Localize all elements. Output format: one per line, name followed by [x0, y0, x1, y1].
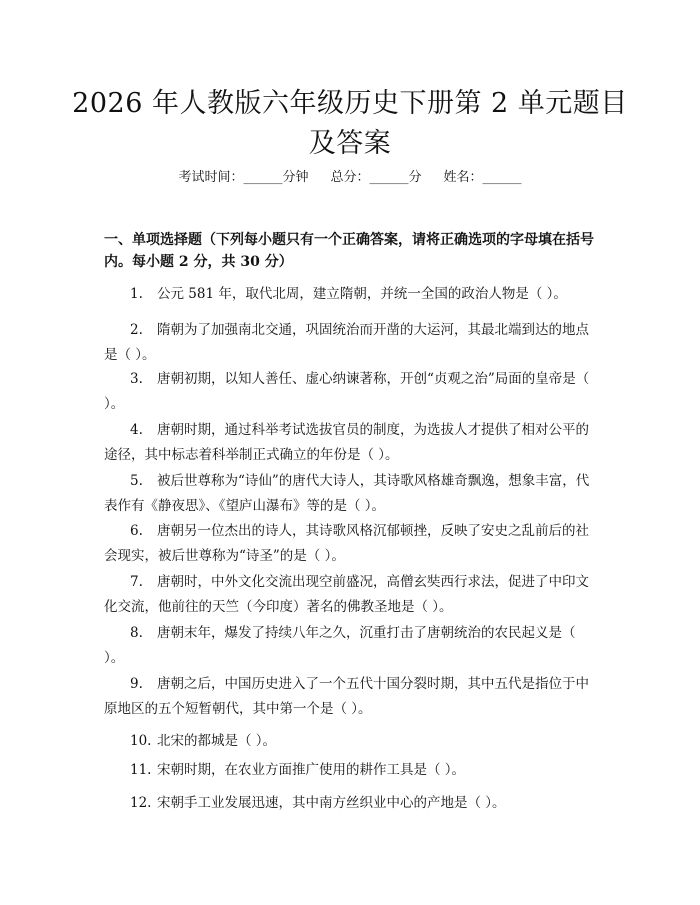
exam-info-line [0, 169, 700, 187]
question-text: 北宋的都城是（ ）。 [157, 733, 277, 749]
question-item [104, 570, 600, 620]
title-line-2: 及答案 [308, 128, 392, 159]
question-number: 9. [130, 676, 143, 692]
question-text: 唐朝之后，中国历史进入了一个五代十国分裂时期，其中五代是指位于中原地区的五个短暂朝代，其中第一个是（ ）。 [104, 676, 589, 717]
question-item [104, 519, 600, 569]
question-item [104, 318, 600, 368]
question-text: 公元 581 年，取代北周，建立隋朝，并统一全国的政治人物是（ ）。 [157, 286, 567, 302]
question-number: 11. [130, 762, 152, 778]
question-item [104, 469, 600, 519]
question-text: 唐朝另一位杰出的诗人，其诗歌风格沉郁顿挫，反映了安史之乱前后的社会现实，被后世尊称为“诗圣”的是（ ）。 [104, 523, 589, 564]
question-item [104, 282, 600, 307]
question-number: 8. [130, 625, 143, 641]
question-item [104, 418, 600, 468]
question-text: 唐朝时期，通过科举考试选拔官员的制度，为选拔人才提供了相对公平的途径，其中标志着科举制正式确立的年份是（ ）。 [104, 422, 589, 463]
question-number: 5. [130, 473, 143, 489]
question-text: 唐朝初期，以知人善任、虚心纳谏著称，开创“贞观之治”局面的皇帝是（ ）。 [104, 371, 590, 412]
question-text: 宋朝手工业发展迅速，其中南方丝织业中心的产地是（ ）。 [157, 795, 506, 811]
question-item [104, 791, 600, 816]
question-item [104, 729, 600, 754]
question-text: 唐朝时，中外文化交流出现空前盛况，高僧玄奘西行求法，促进了中印文化交流，他前往的天竺（今印度）著名的佛教圣地是（ ）。 [104, 574, 589, 615]
question-item [104, 758, 600, 783]
question-item [104, 367, 600, 417]
student-name-label: 姓名：______ [443, 170, 522, 185]
section-heading: 一、单项选择题（下列每小题只有一个正确答案，请将正确选项的字母填在括号内。每小题 2 分，共 30 分） [104, 232, 594, 270]
question-number: 1. [130, 286, 143, 302]
question-text: 宋朝时期，在农业方面推广使用的耕作工具是（ ）。 [157, 762, 466, 778]
question-number: 2. [130, 322, 143, 338]
document-title [60, 84, 640, 164]
question-number: 7. [130, 574, 143, 590]
question-number: 10. [130, 733, 152, 749]
question-number: 12. [130, 795, 152, 811]
question-item [104, 672, 600, 722]
question-number: 3. [130, 371, 143, 387]
total-score-label: 总分：______分 [330, 170, 422, 185]
question-text: 被后世尊称为“诗仙”的唐代大诗人，其诗歌风格雄奇飘逸，想象丰富，代表作有《静夜思》、《望庐山瀑布》等的是（ ）。 [104, 473, 590, 514]
question-number: 4. [130, 422, 143, 438]
title-line-1: 2026 年人教版六年级历史下册第 2 单元题目 [72, 88, 628, 119]
question-text: 隋朝为了加强南北交通，巩固统治而开凿的大运河，其最北端到达的地点是（ ）。 [104, 322, 589, 363]
exam-time-label: 考试时间：______分钟 [178, 170, 309, 185]
question-item [104, 621, 600, 671]
question-text: 唐朝末年，爆发了持续八年之久，沉重打击了唐朝统治的农民起义是（ ）。 [104, 625, 576, 666]
question-number: 6. [130, 523, 143, 539]
